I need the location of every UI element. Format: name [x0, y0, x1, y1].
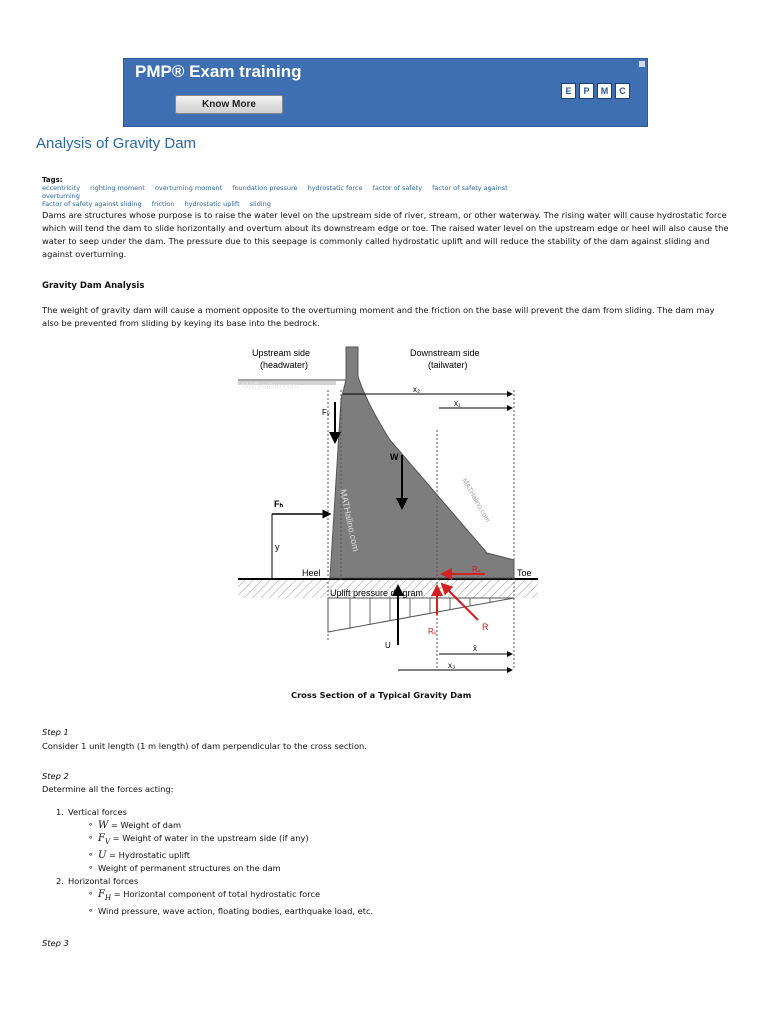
- downstream-label: Downstream side: [410, 348, 480, 358]
- toe-label: Toe: [517, 568, 532, 578]
- dam-diagram: [230, 340, 540, 685]
- tag-link[interactable]: eccentricity: [42, 184, 81, 192]
- xbar-label: x̄: [473, 644, 477, 653]
- tags-label: Tags:: [42, 176, 63, 184]
- forces-list: [42, 806, 373, 918]
- bullet-icon: ∘: [88, 905, 94, 915]
- r-label: R: [482, 622, 489, 632]
- step1-label: Step 1: [42, 727, 69, 737]
- x2-label: x₂: [413, 385, 421, 394]
- section-paragraph: The weight of gravity dam will cause a moment opposite to the overturning moment and the friction on the base will prevent the dam from sliding. The dam may also be prevented from sliding by keying its base into the bedrock.: [42, 305, 715, 328]
- ad-logo-letter: P: [579, 83, 594, 99]
- intro-paragraph: Dams are structures whose purpose is to raise the water level on the upstream side of river, stream, or other waterway. The rising water will cause hydrostatic force which will tend the dam to slide horizontally and overturn about its downstream edge or toe. The raised water level on the upstream edge or heel will also cause the water to seep under the dam. The pressure due to this seepage is commonly called hydrostatic uplift and will reduce the stability of the dam against sliding and against overturning.: [42, 210, 729, 259]
- bullet-icon: ∘: [88, 832, 94, 842]
- ry-label: Rᵧ: [428, 627, 437, 636]
- tag-link[interactable]: sliding: [249, 200, 271, 208]
- list-item-label: Vertical forces: [68, 807, 127, 817]
- uplift-label: Uplift pressure diagram: [330, 588, 424, 598]
- math-subscript: H: [104, 894, 112, 902]
- list-item-label: = Weight of dam: [108, 820, 182, 830]
- math-symbol: [98, 833, 110, 844]
- figure-caption: Cross Section of a Typical Gravity Dam: [291, 690, 472, 700]
- section-heading: Gravity Dam Analysis: [42, 281, 145, 291]
- headwater-label: (headwater): [260, 360, 309, 370]
- ad-banner[interactable]: [123, 58, 648, 127]
- heel-label: Heel: [302, 568, 321, 578]
- tag-link[interactable]: factor of safety: [372, 184, 423, 192]
- bullet-icon: ∘: [88, 849, 94, 859]
- math-symbol: [98, 889, 111, 900]
- rx-label: Rₓ: [472, 565, 481, 574]
- ad-know-more-button[interactable]: Know More: [175, 95, 283, 114]
- tag-link[interactable]: factor of safety against overturning: [42, 184, 508, 200]
- list-item: [42, 832, 373, 849]
- fh-label: Fₕ: [274, 499, 284, 509]
- fv-label: Fᵥ: [322, 408, 330, 417]
- tag-link[interactable]: righting moment: [90, 184, 145, 192]
- math-subscript: V: [104, 838, 111, 846]
- watermark-dam: MATHalino.com: [338, 488, 361, 553]
- tag-list: [42, 184, 542, 208]
- tag-link[interactable]: hydrostatic uplift: [184, 200, 240, 208]
- list-item-label: Weight of permanent structures on the dam: [98, 863, 281, 873]
- list-item: [42, 862, 373, 875]
- tag-link[interactable]: Factor of safety against sliding: [42, 200, 142, 208]
- list-item-label: = Weight of water in the upstream side (if any): [110, 833, 309, 843]
- tag-link[interactable]: overturning moment: [154, 184, 223, 192]
- watermark-top: MATHalino.com: [242, 382, 299, 391]
- tag-link[interactable]: foundation pressure: [232, 184, 298, 192]
- list-item-label: Wind pressure, wave action, floating bodies, earthquake load, etc.: [98, 906, 374, 916]
- ad-title: PMP® Exam training: [135, 62, 302, 81]
- bullet-icon: ∘: [88, 862, 94, 872]
- tailwater-label: (tailwater): [428, 360, 468, 370]
- tag-link[interactable]: hydrostatic force: [307, 184, 363, 192]
- step2-label: Step 2: [42, 771, 69, 781]
- list-item: [42, 905, 373, 918]
- ad-logo-letter: M: [597, 83, 612, 99]
- step2-text: Determine all the forces acting:: [42, 784, 174, 794]
- list-item-label: = Horizontal component of total hydrostatic force: [111, 889, 321, 899]
- step1-text: Consider 1 unit length (1 m length) of dam perpendicular to the cross section.: [42, 741, 367, 751]
- math-symbol-base: F: [98, 833, 105, 844]
- x3-label: x₃: [448, 661, 456, 670]
- page-title: Analysis of Gravity Dam: [36, 135, 197, 152]
- x1-label: x₁: [454, 399, 461, 408]
- bullet-icon: ∘: [88, 888, 94, 898]
- list-item-label: Horizontal forces: [68, 876, 139, 886]
- list-item: [42, 888, 373, 905]
- step3-label: Step 3: [42, 938, 69, 948]
- ad-logo: [561, 83, 630, 99]
- math-symbol: U: [98, 850, 107, 861]
- list-number: 2.: [56, 876, 64, 886]
- math-symbol: W: [98, 820, 109, 831]
- bullet-icon: ∘: [88, 819, 94, 829]
- list-item-label: = Hydrostatic uplift: [106, 850, 190, 860]
- math-symbol-base: F: [98, 889, 105, 900]
- w-label: W: [390, 452, 399, 462]
- ad-choices-icon[interactable]: [639, 61, 645, 67]
- u-label: U: [385, 641, 391, 650]
- list-number: 1.: [56, 807, 64, 817]
- ad-logo-letter: E: [561, 83, 576, 99]
- tag-link[interactable]: friction: [151, 200, 175, 208]
- y-label: y: [275, 542, 280, 552]
- watermark-slope: MATHalino.com: [460, 477, 491, 524]
- ad-logo-letter: C: [615, 83, 630, 99]
- upstream-label: Upstream side: [252, 348, 311, 358]
